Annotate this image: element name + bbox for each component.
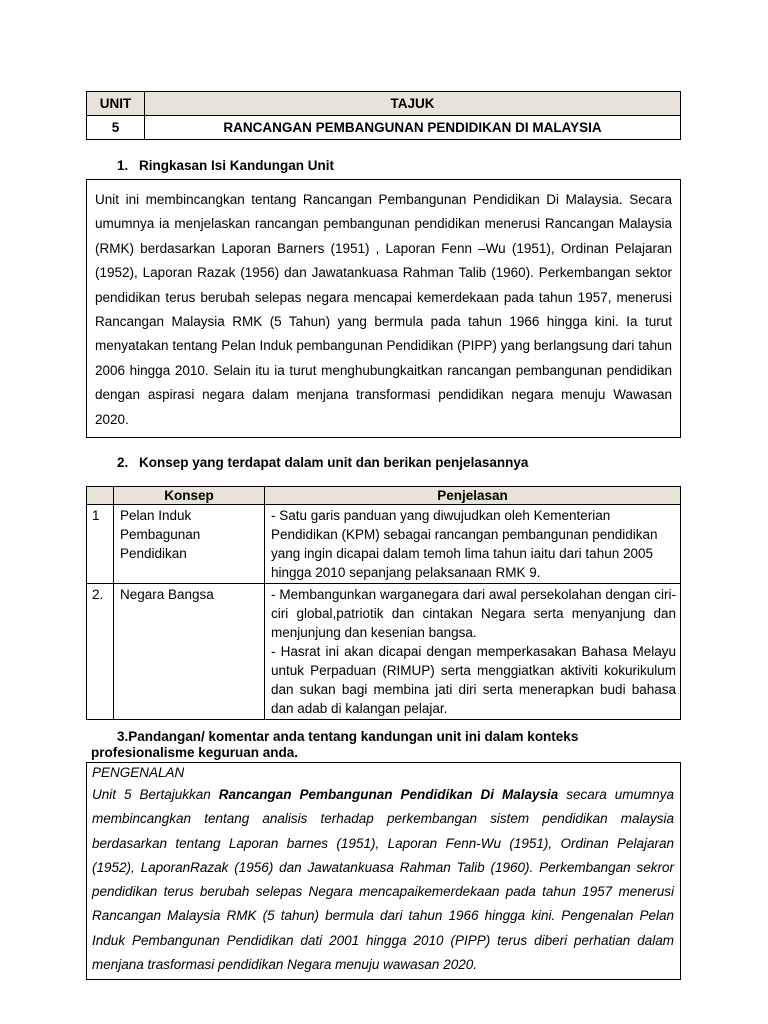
section2-number: 2. [117, 455, 129, 470]
row-number: 2. [87, 584, 114, 720]
number-header-cell [87, 487, 114, 505]
opinion-text-prefix: Unit 5 Bertajukkan [92, 787, 219, 802]
section1-heading [117, 158, 334, 173]
konsep-line: Pelan Induk [120, 508, 192, 523]
konsep-header-cell: Konsep [114, 487, 265, 505]
unit-table [86, 91, 681, 140]
summary-box [86, 179, 681, 438]
tajuk-header-cell: TAJUK [145, 92, 681, 116]
penjelasan-text: - Membangunkan warganegara dari awal persekolahan dengan ciri-ciri global,patriotik dan cintakan Negara serta menyanjung dan menjunjung dan kesenian bangsa. [271, 587, 676, 640]
opinion-box [86, 762, 681, 980]
penjelasan-cell [265, 505, 681, 584]
section3-title-line2: profesionalisme keguruan anda. [91, 745, 299, 760]
unit-title-cell: RANCANGAN PEMBANGUNAN PENDIDIKAN DI MALAYSIA [145, 116, 681, 140]
konsep-cell [114, 505, 265, 584]
konsep-line: Pendidikan [120, 546, 187, 561]
section2-title: Konsep yang terdapat dalam unit dan berikan penjelasannya [139, 455, 529, 470]
section2-heading [117, 455, 528, 470]
konsep-line: Pembagunan [120, 527, 201, 542]
concept-table [86, 486, 681, 720]
opinion-text-rest: secara umumnya membincangkan tentang analisis terhadap perkembangan sistem pendidikan malaysia berdasarkan tentang Laporan barnes (1951), Laporan Fenn-Wu (1951), Ordinan Pelajaran (1952), LaporanRazak (1956) dan Jawatankuasa Rahman Talib (1960). Perkembangan sekror pendidikan terus berubah selepas Negara mencapaikemerdekaan pada tahun 1957 menerusi Rancangan Malaysia RMK (5 tahun) bermula dari tahun 1966 hingga kini. Pengenalan Pelan Induk Pembangunan Pendidikan dati 2001 hingga 2010 (PIPP) terus diberi perhatian dalam menjana trasformasi pendidikan Negara menuju wawasan 2020. [92, 787, 674, 973]
penjelasan-header-cell: Penjelasan [265, 487, 681, 505]
unit-table-header-row [87, 92, 681, 116]
unit-number-cell: 5 [87, 116, 145, 140]
penjelasan-text-2: - Hasrat ini akan dicapai dengan memperkasakan Bahasa Melayu untuk Perpaduan (RIMUP) serta menggiatkan aktiviti kokurikulum dan sukan bagi membina jati diri serta menerapkan budi bahasa dan adab di kalangan pelajar. [271, 644, 676, 716]
section1-title: Ringkasan Isi Kandungan Unit [139, 158, 335, 173]
section3-heading [91, 729, 578, 761]
opinion-text-bold: Rancangan Pembangunan Pendidikan Di Malaysia [218, 787, 559, 802]
section1-number: 1. [117, 158, 129, 173]
section3-title-line1: 3.Pandangan/ komentar anda tentang kandungan unit ini dalam konteks [117, 729, 579, 744]
penjelasan-text: - Satu garis panduan yang diwujudkan oleh Kementerian Pendidikan (KPM) sebagai rancangan pembangunan pendidikan yang ingin dicapai dalam temoh lima tahun iaitu dari tahun 2005 hingga 2010 sepanjang pelaksanaan RMK 9. [271, 508, 658, 580]
konsep-cell [114, 584, 265, 720]
table-row [87, 505, 681, 584]
penjelasan-cell [265, 584, 681, 720]
table-row [87, 584, 681, 720]
summary-text: Unit ini membincangkan tentang Rancangan Pembangunan Pendidikan Di Malaysia. Secara umumnya ia menjelaskan rancangan pembangunan pendidikan menerusi Rancangan Malaysia (RMK) berdasarkan Laporan Barners (1951) , Laporan Fenn –Wu (1951), Ordinan Pelajaran (1952), Laporan Razak (1956) dan Jawatankuasa Rahman Talib (1960). Perkembangan sektor pendidikan terus berubah selepas negara mencapai kemerdekaan pada tahun 1957, menerusi Rancangan Malaysia RMK (5 Tahun) yang bermula pada tahun 1966 hingga kini. Ia turut menyatakan tentang Pelan Induk pembangunan Pendidikan (PIPP) yang berlangsung dari tahun 2006 hingga 2010. Selain itu ia turut menghubungkaitkan rancangan pembangunan pendidikan dengan aspirasi negara dalam menjana transformasi pendidikan negara menuju Wawasan 2020. [95, 192, 672, 427]
unit-header-cell: UNIT [87, 92, 145, 116]
row-number: 1 [87, 505, 114, 584]
intro-heading: PENGENALAN [92, 765, 185, 780]
konsep-line: Negara Bangsa [120, 587, 214, 602]
unit-table-body-row [87, 116, 681, 140]
concept-table-header-row [87, 487, 681, 505]
